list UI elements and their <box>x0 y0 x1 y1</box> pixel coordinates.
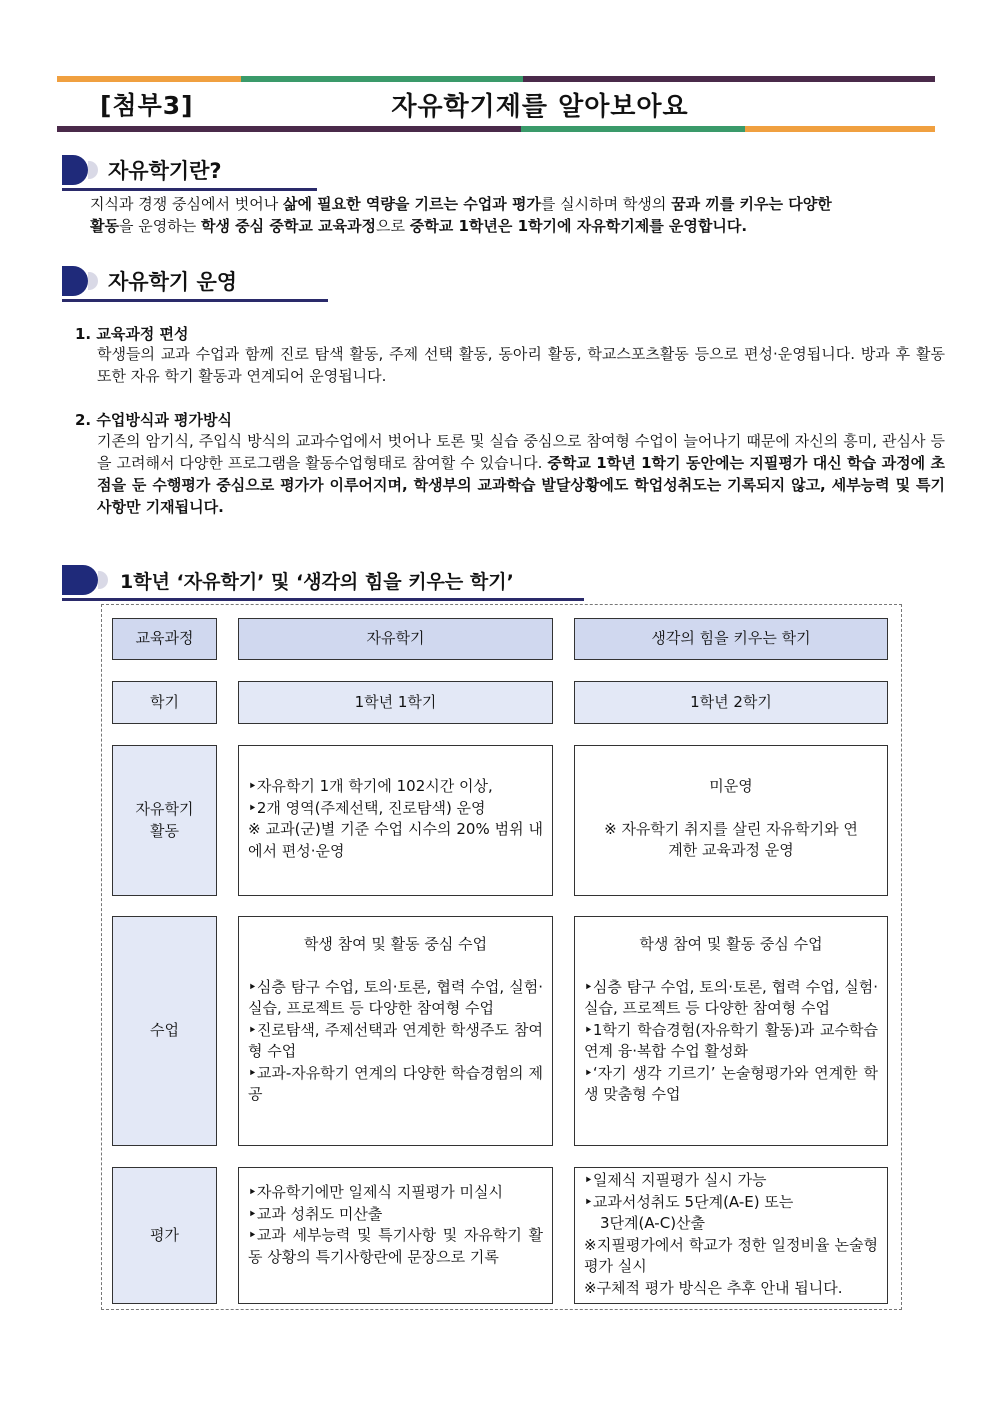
section-title: 자유학기 운영 <box>108 270 238 294</box>
page-title: 자유학기제를 알아보아요 <box>391 92 689 122</box>
header-top-bar <box>57 76 935 82</box>
class-free: 학생 참여 및 활동 중심 수업 ‣심층 탐구 수업, 토의·토론, 협력 수업, 실험·실습, 프로젝트 등 다양한 참여형 수업 ‣진로탐색, 주제선택과 연계한 학생주도 참여형 수업 ‣교과-자유학기 연계의 다양한 학습경험의 제공 <box>238 916 553 1146</box>
row-label-class: 수업 <box>112 916 217 1146</box>
section-marker-icon <box>62 565 98 595</box>
item1-title: 1. 교육과정 편성 <box>75 325 189 343</box>
class-thinking: 학생 참여 및 활동 중심 수업 ‣심층 탐구 수업, 토의·토론, 협력 수업, 실험·실습, 프로젝트 등 다양한 참여형 수업 ‣1학기 학습경험(자유학기 활동)과 교수학습 연계 융·복합 수업 활성화 ‣‘자기 생각 기르기’ 논술형평가와 연계한 학생 맞춤형 수업 <box>574 916 888 1146</box>
activity-thinking: 미운영 ※ 자유학기 취지를 살린 자유학기와 연계한 교육과정 운영 <box>574 745 888 896</box>
semester-thinking: 1학년 2학기 <box>574 681 888 724</box>
section-marker-icon <box>62 266 88 296</box>
item2-title: 2. 수업방식과 평가방식 <box>75 411 232 429</box>
evaluation-thinking: ‣일제식 지필평가 실시 가능 ‣교과서성취도 5단계(A-E) 또는 3단계(A-C)산출 ※지필평가에서 학교가 정한 일정비율 논술형 평가 실시 ※구체적 평가 방식은 추후 안내 됩니다. <box>574 1167 888 1304</box>
header-cell-curriculum: 교육과정 <box>112 618 217 660</box>
header-cell-free-semester: 자유학기 <box>238 618 553 660</box>
attachment-tag: [첨부3] <box>100 91 194 120</box>
activity-free: ‣자유학기 1개 학기에 102시간 이상, ‣2개 영역(주제선택, 진로탐색) 운영 ※ 교과(군)별 기준 수업 시수의 20% 범위 내에서 편성·운영 <box>238 745 553 896</box>
section-heading-comparison <box>62 565 587 597</box>
row-label-activity: 자유학기 활동 <box>112 745 217 896</box>
section1-body: 지식과 경쟁 중심에서 벗어나 삶에 필요한 역량을 기르는 수업과 평가를 실시하며 학생의 꿈과 끼를 키우는 다양한 활동을 운영하는 학생 중심 중학교 교육과정으로 중학교 1학년은 1학기에 자유학기제를 운영합니다. <box>90 195 832 235</box>
header-bottom-bar <box>57 126 935 132</box>
section-title: 1학년 ‘자유학기’ 및 ‘생각의 힘을 키우는 학기’ <box>120 571 514 593</box>
row-label-evaluation: 평가 <box>112 1167 217 1304</box>
row-label-semester: 학기 <box>112 681 217 724</box>
section-heading-operation <box>62 266 332 298</box>
section-heading-free-semester <box>62 155 322 187</box>
section-marker-icon <box>62 155 88 185</box>
section-title: 자유학기란? <box>108 159 222 183</box>
item2-body: 기존의 암기식, 주입식 방식의 교과수업에서 벗어나 토론 및 실습 중심으로 참여형 수업이 늘어나기 때문에 자신의 흥미, 관심사 등을 고려해서 다양한 프로그램을 활동수업형태로 참여할 수 있습니다. 중학교 1학년 1학기 동안에는 지필평가 대신 학습 과정에 초점을 둔 수행평가 중심으로 평가가 이루어지며, 학생부의 교과학습 발달상황에도 학업성취도는 기록되지 않고, 세부능력 및 특기사항만 기재됩니다. <box>97 432 945 516</box>
item1-body: 학생들의 교과 수업과 함께 진로 탐색 활동, 주제 선택 활동, 동아리 활동, 학교스포츠활동 등으로 편성·운영됩니다. 방과 후 활동 또한 자유 학기 활동과 연계되어 운영됩니다. <box>97 345 945 385</box>
semester-free: 1학년 1학기 <box>238 681 553 724</box>
header-cell-thinking-semester: 생각의 힘을 키우는 학기 <box>574 618 888 660</box>
evaluation-free: ‣자유학기에만 일제식 지필평가 미실시 ‣교과 성취도 미산출 ‣교과 세부능력 및 특기사항 및 자유학기 활동 상황의 특기사항란에 문장으로 기록 <box>238 1167 553 1304</box>
